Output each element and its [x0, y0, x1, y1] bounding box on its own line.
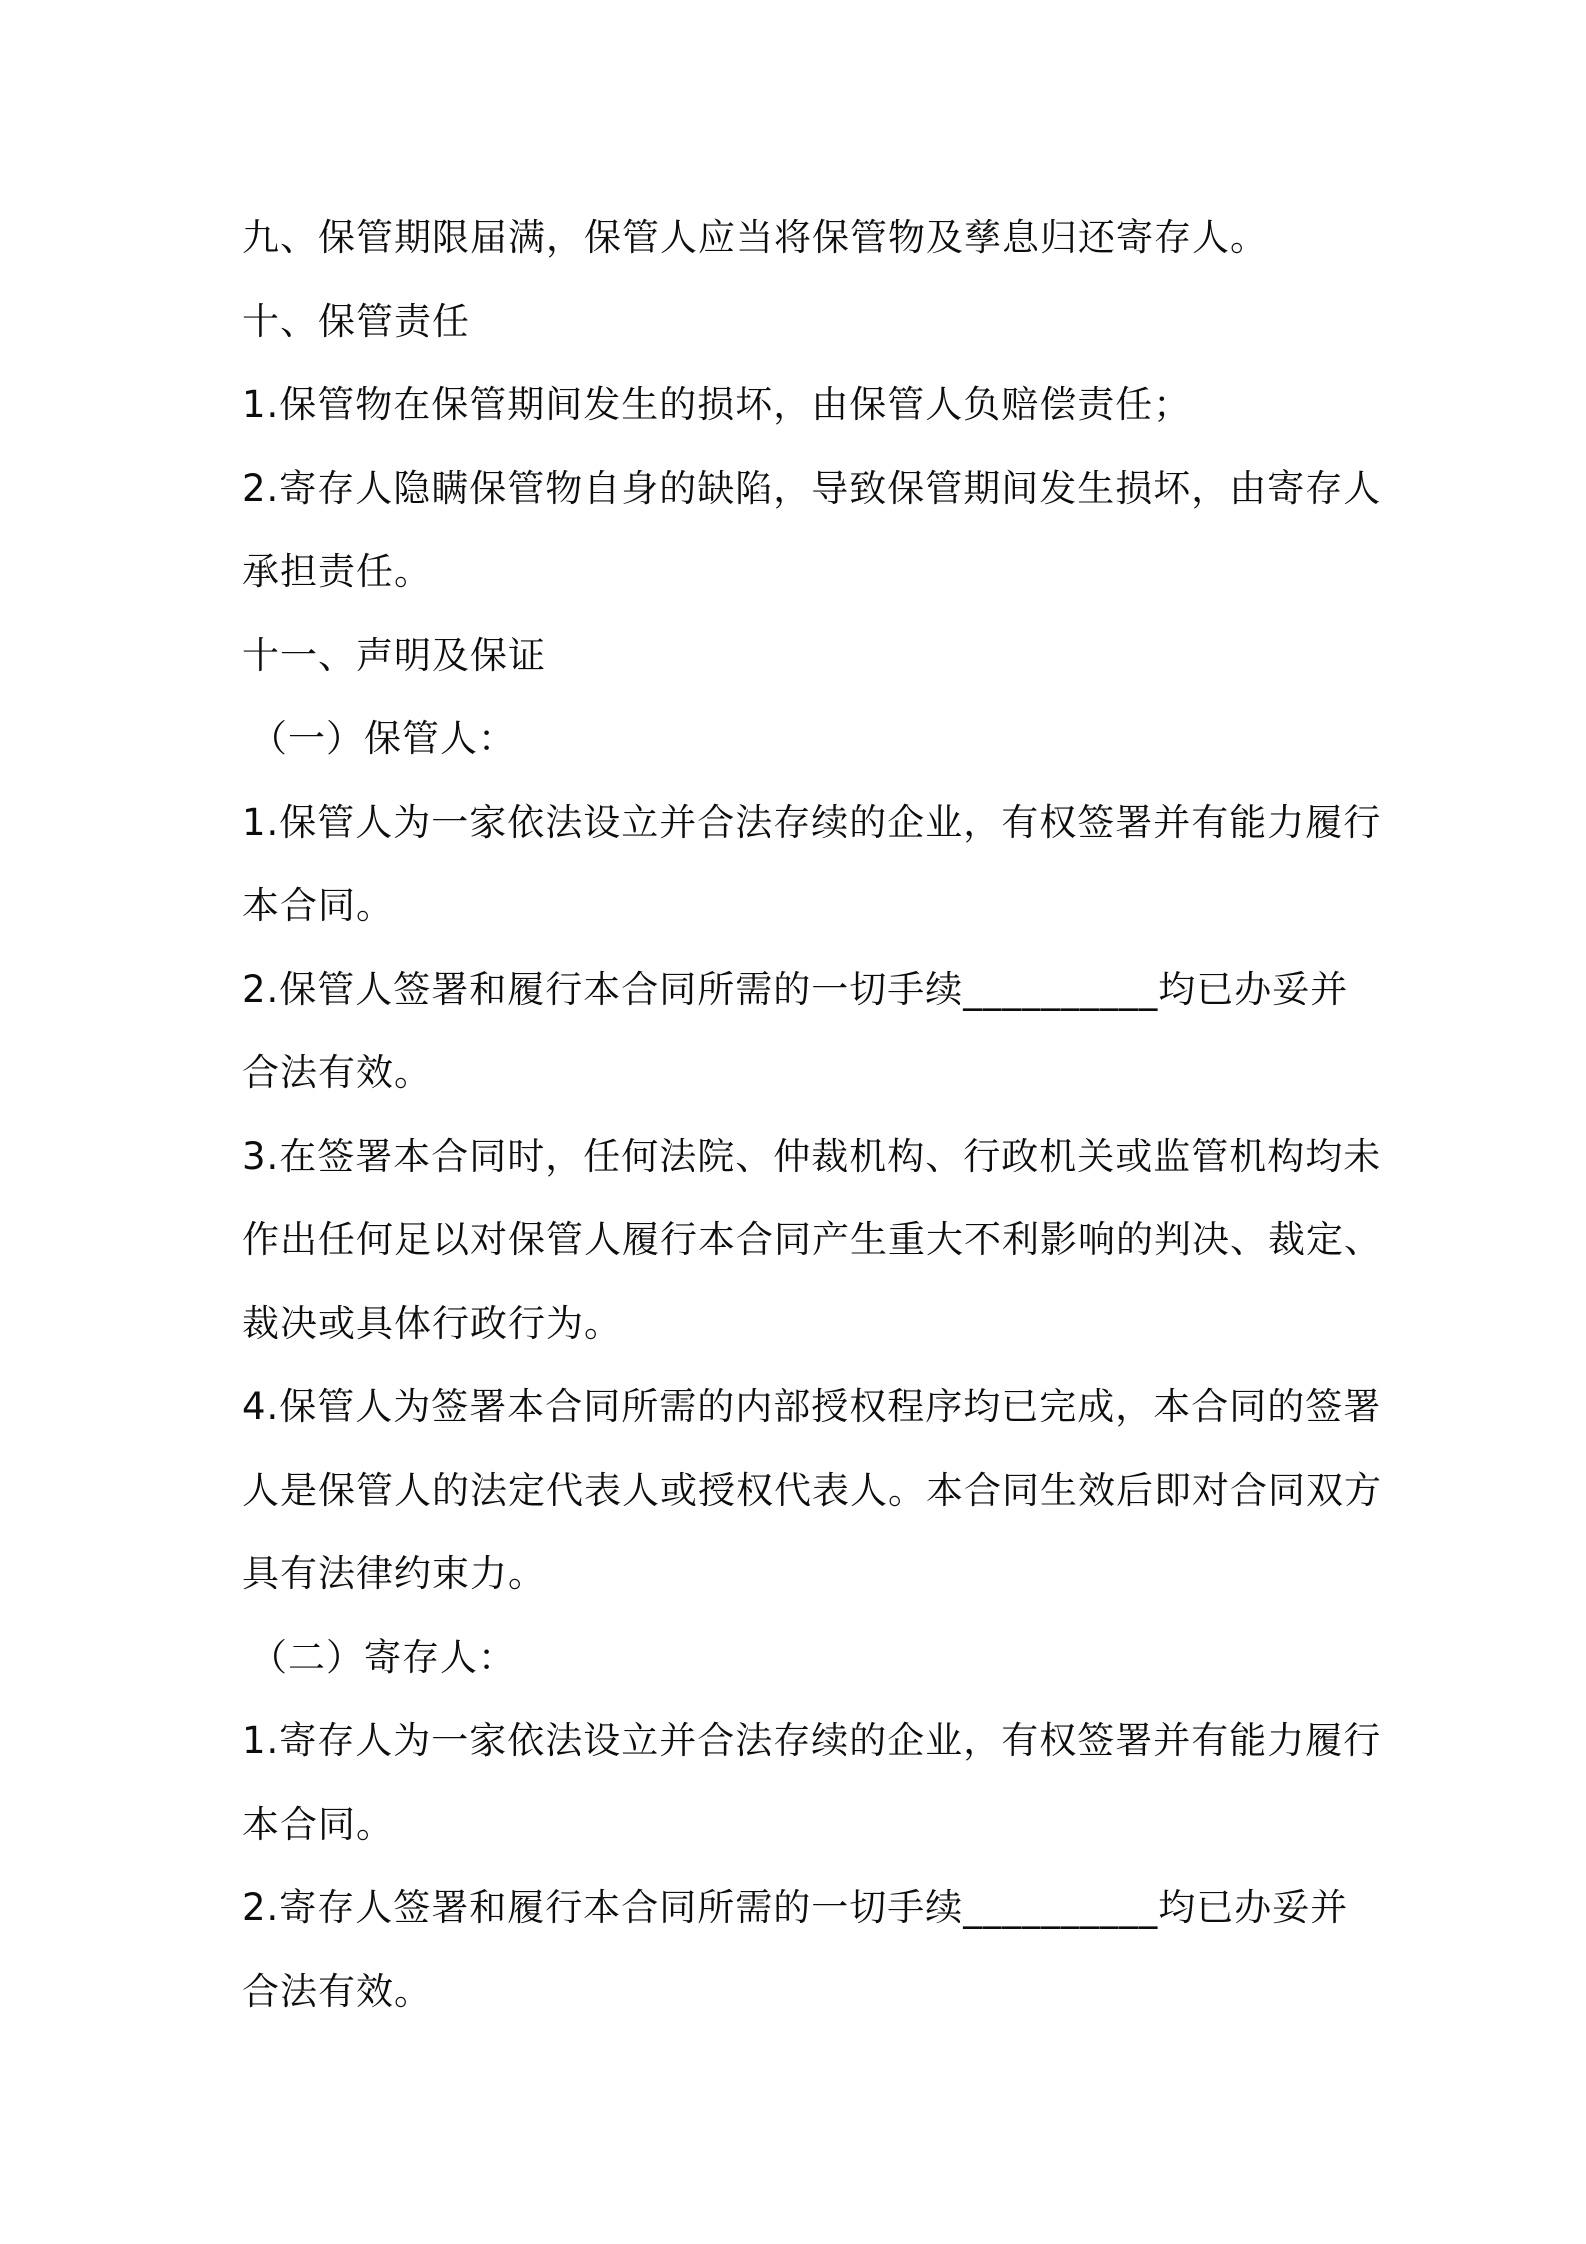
subsection-depositor-heading: （二）寄存人： [250, 1635, 516, 1679]
depositor-clause-1-line-2: 本合同。 [242, 1802, 394, 1846]
depositor-clause-2-line-2: 合法有效。 [242, 1969, 432, 2013]
section-10-heading: 十、保管责任 [242, 299, 470, 343]
clause-10-2-line-1: 2.寄存人隐瞒保管物自身的缺陷，导致保管期间发生损坏，由寄存人 [242, 466, 1382, 510]
custodian-clause-4-line-3: 具有法律约束力。 [242, 1552, 546, 1595]
custodian-clause-3-line-2: 作出任何足以对保管人履行本合同产生重大不利影响的判决、裁定、 [242, 1218, 1382, 1261]
custodian-clause-1-line-1: 1.保管人为一家依法设立并合法存续的企业，有权签署并有能力履行 [242, 800, 1382, 844]
custodian-clause-3-line-1: 3.在签署本合同时，任何法院、仲裁机构、行政机关或监管机构均未 [242, 1134, 1382, 1178]
custodian-clause-2-line-2: 合法有效。 [242, 1051, 432, 1094]
custodian-clause-3-line-3: 裁决或具体行政行为。 [242, 1301, 622, 1345]
document-body [242, 196, 1382, 2033]
clause-10-2-line-2: 承担责任。 [242, 550, 432, 593]
section-11-heading: 十一、声明及保证 [242, 633, 546, 677]
clause-10-1-line: 1.保管物在保管期间发生的损坏，由保管人负赔偿责任； [242, 383, 1192, 426]
subsection-custodian-heading: （一）保管人： [250, 717, 516, 760]
depositor-clause-2-line-1: 2.寄存人签署和履行本合同所需的一切手续__________均已办妥并 [242, 1886, 1349, 1929]
custodian-clause-1-line-2: 本合同。 [242, 884, 394, 927]
clause-9-line: 九、保管期限届满，保管人应当将保管物及孳息归还寄存人。 [242, 216, 1268, 259]
custodian-clause-4-line-1: 4.保管人为签署本合同所需的内部授权程序均已完成，本合同的签署 [242, 1385, 1382, 1428]
custodian-clause-4-line-2: 人是保管人的法定代表人或授权代表人。本合同生效后即对合同双方 [242, 1468, 1382, 1512]
depositor-clause-1-line-1: 1.寄存人为一家依法设立并合法存续的企业，有权签署并有能力履行 [242, 1719, 1382, 1762]
custodian-clause-2-line-1: 2.保管人签署和履行本合同所需的一切手续__________均已办妥并 [242, 967, 1349, 1011]
